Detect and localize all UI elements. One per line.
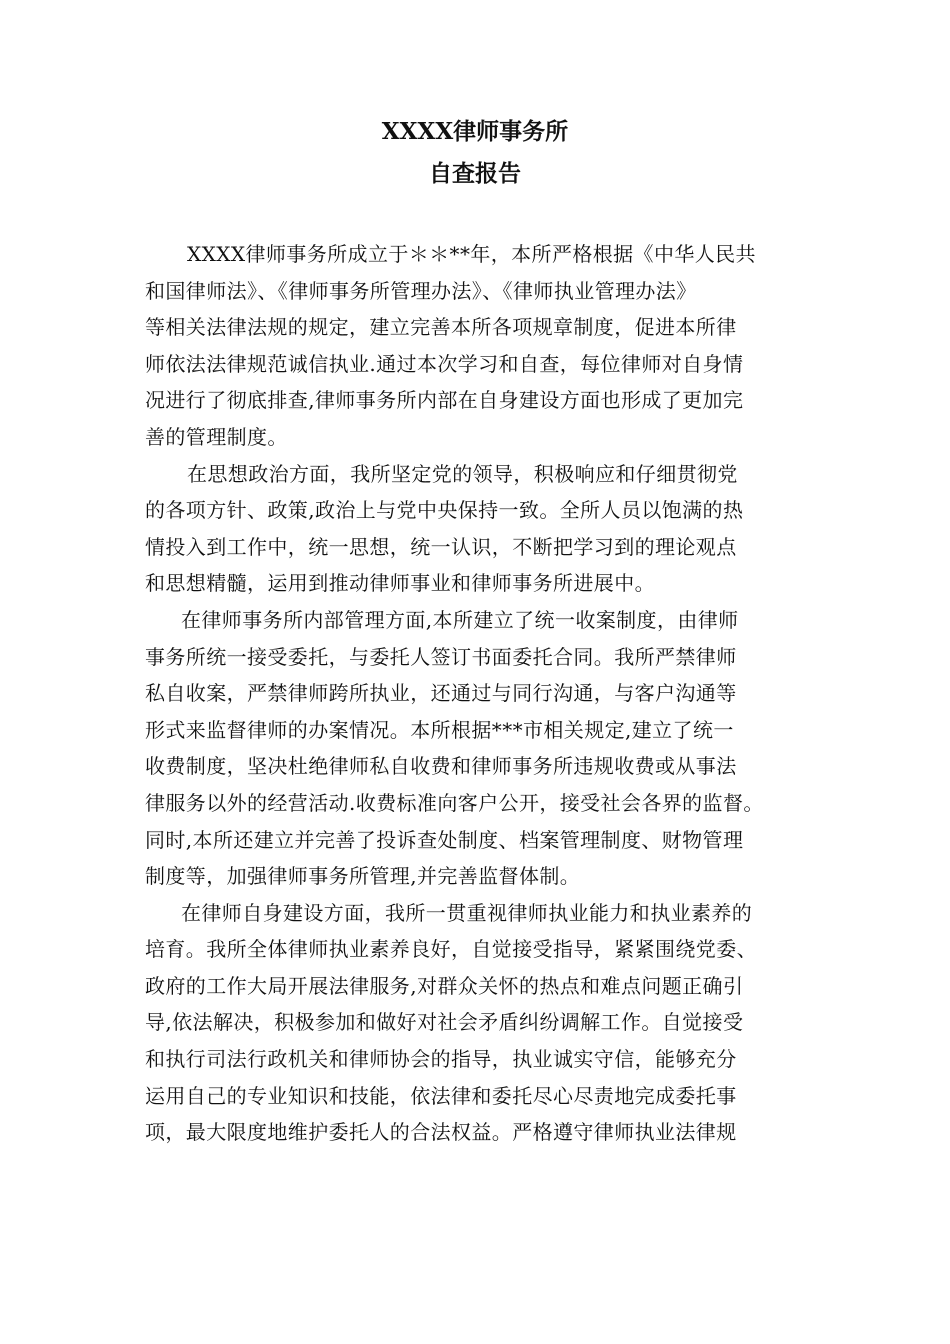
text-line: XXXX律师事务所成立于＊＊**年，本所严格根据《中华人民共 <box>187 242 756 266</box>
text-line: 情投入到工作中，统一思想，统一认识，不断把学习到的理论观点 <box>145 534 737 559</box>
document-subtitle: 自查报告 <box>429 160 521 187</box>
text-line: 在律师自身建设方面，我所一贯重视律师执业能力和执业素养的 <box>181 900 753 925</box>
text-line: 运用自己的专业知识和技能，依法律和委托尽心尽责地完成委托事 <box>145 1083 737 1108</box>
text-line: 等相关法律法规的规定，建立完善本所各项规章制度，促进本所律 <box>145 315 737 340</box>
text-line: 的各项方针、政策,政治上与党中央保持一致。全所人员以饱满的热 <box>145 498 744 523</box>
text-line: 师依法法律规范诚信执业.通过本次学习和自查，每位律师对自身情 <box>145 351 744 376</box>
document-body <box>145 236 805 1151</box>
text-line: 在律师事务所内部管理方面,本所建立了统一收案制度，由律师 <box>181 607 739 632</box>
text-line: 况进行了彻底排查,律师事务所内部在自身建设方面也形成了更加完 <box>145 388 744 413</box>
document-title: XXXX律师事务所 <box>381 118 569 145</box>
text-line: 导,依法解决，积极参加和做好对社会矛盾纠纷调解工作。自觉接受 <box>145 1010 744 1035</box>
text-line: 和思想精髓，运用到推动律师事业和律师事务所进展中。 <box>145 571 655 596</box>
text-line: 培育。我所全体律师执业素养良好，自觉接受指导，紧紧围绕党委、 <box>145 937 757 962</box>
paragraph-political <box>145 456 805 602</box>
text-line: 私自收案，严禁律师跨所执业，还通过与同行沟通，与客户沟通等 <box>145 681 737 706</box>
text-line: 同时,本所还建立并完善了投诉查处制度、档案管理制度、财物管理 <box>145 827 744 852</box>
text-line: 和执行司法行政机关和律师协会的指导，执业诚实守信，能够充分 <box>145 1047 737 1072</box>
text-line: 事务所统一接受委托，与委托人签订书面委托合同。我所严禁律师 <box>145 644 737 669</box>
text-line: 形式来监督律师的办案情况。本所根据***市相关规定,建立了统一 <box>145 717 734 742</box>
title-block <box>0 114 950 192</box>
text-line: 善的管理制度。 <box>145 424 288 449</box>
text-line: 和国律师法》、《律师事务所管理办法》、《律师执业管理办法》 <box>145 278 697 303</box>
paragraph-intro <box>145 236 805 456</box>
text-line: 收费制度，坚决杜绝律师私自收费和律师事务所违规收费或从事法 <box>145 754 737 779</box>
text-line: 制度等，加强律师事务所管理,并完善监督体制。 <box>145 864 581 889</box>
paragraph-self-development <box>145 895 805 1151</box>
text-line: 律服务以外的经营活动.收费标准向客户公开，接受社会各界的监督。 <box>145 790 764 815</box>
text-line: 在思想政治方面，我所坚定党的领导，积极响应和仔细贯彻党 <box>187 461 738 486</box>
paragraph-internal-management <box>145 602 805 895</box>
text-line: 政府的工作大局开展法律服务,对群众关怀的热点和难点问题正确引 <box>145 973 744 998</box>
text-line: 项，最大限度地维护委托人的合法权益。严格遵守律师执业法律规 <box>145 1120 737 1145</box>
